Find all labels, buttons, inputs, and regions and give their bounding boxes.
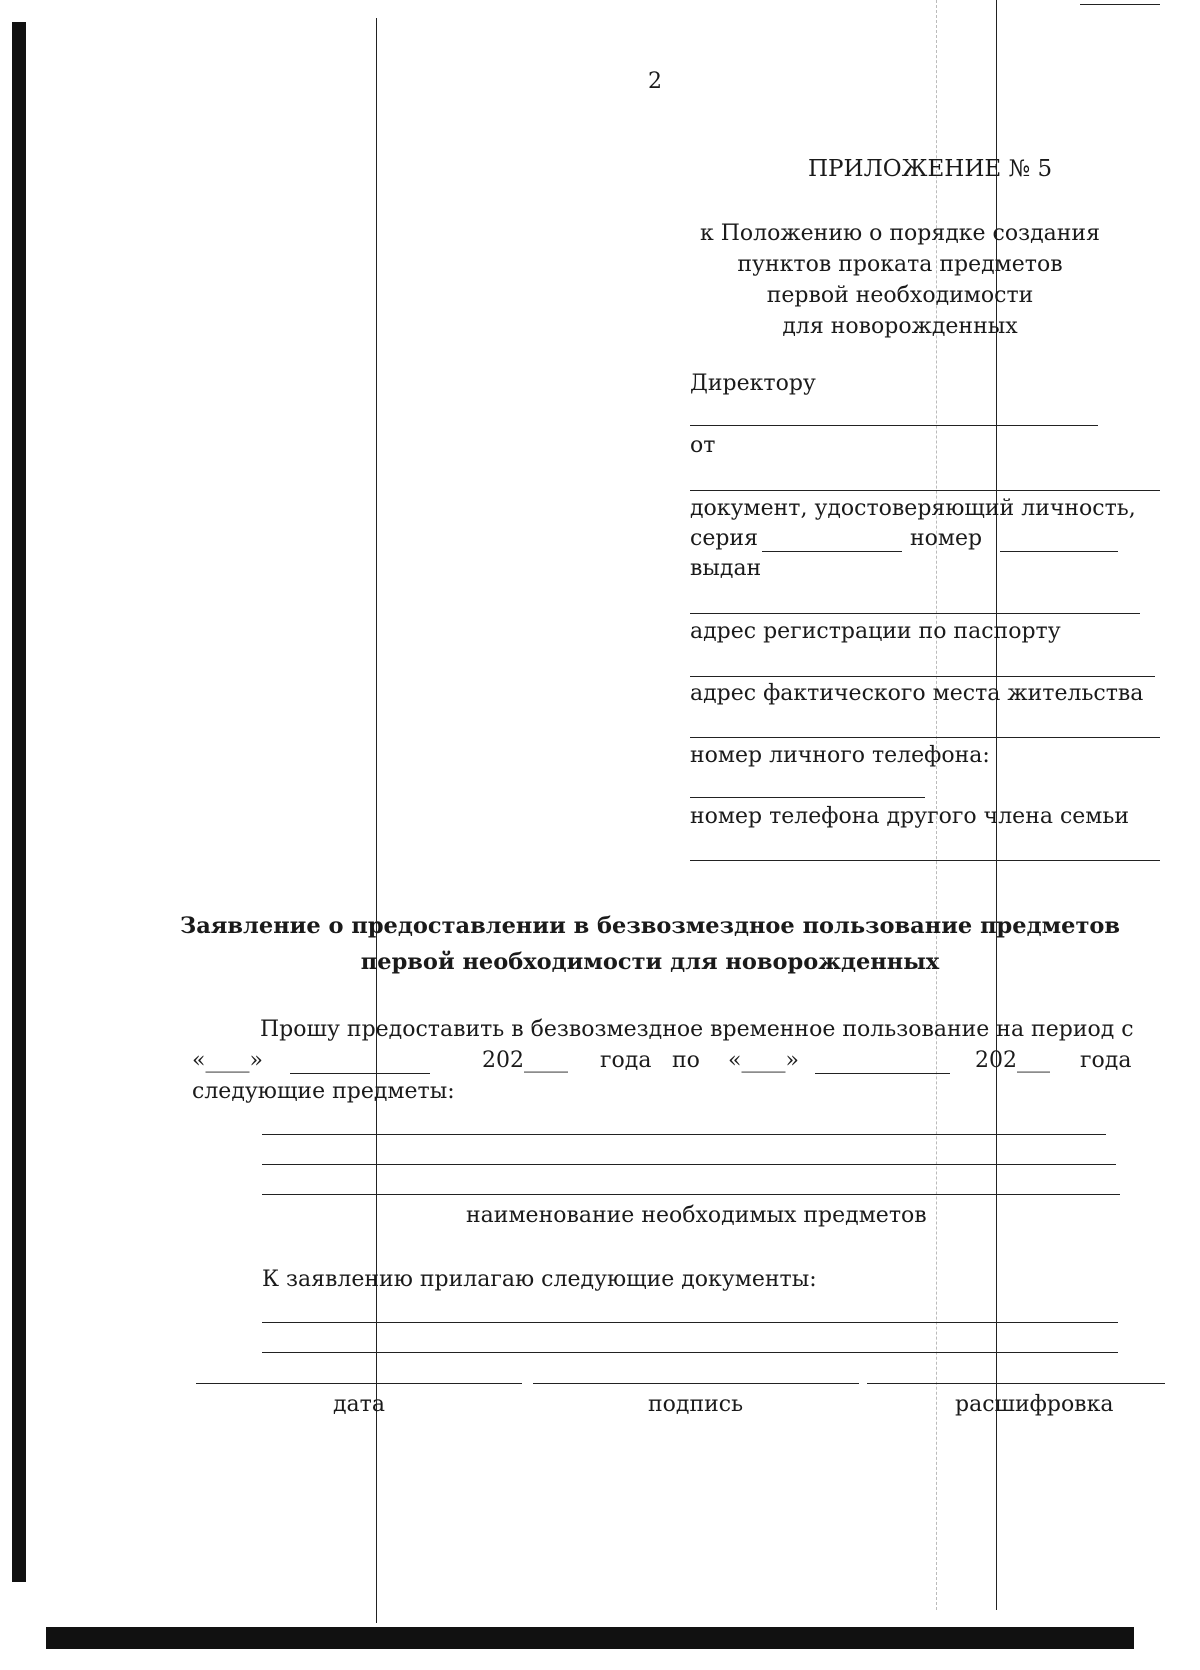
statement-title-line2: первой необходимости для новорожденных [360, 949, 940, 975]
actual-address-field[interactable] [690, 737, 1160, 738]
appendix-subtitle-line: первой необходимости [766, 283, 1034, 308]
page-number: 2 [648, 69, 662, 94]
year-word-2: года [1080, 1048, 1132, 1073]
attachments-field-line[interactable] [262, 1322, 1118, 1323]
appendix-subtitle-line: к Положению о порядке создания [700, 221, 1100, 246]
scan-corner-mark [1080, 4, 1160, 5]
decode-signature-field[interactable] [867, 1383, 1165, 1384]
actual-address-label: адрес фактического места жительства [690, 681, 1144, 706]
date-from-month-field[interactable] [290, 1073, 430, 1074]
attachments-field-line[interactable] [262, 1352, 1118, 1353]
from-label: от [690, 433, 716, 458]
family-phone-label: номер телефона другого члена семьи [690, 804, 1130, 829]
statement-body-line3: следующие предметы: [192, 1079, 455, 1104]
date-to-month-field[interactable] [815, 1073, 950, 1074]
by-word: по [672, 1048, 700, 1073]
to-director-label: Директору [690, 371, 816, 396]
year-word: года [600, 1048, 652, 1073]
statement-title-line1: Заявление о предоставлении в безвозмездное пользование предметов [179, 913, 1121, 939]
sign-caption: подпись [648, 1392, 744, 1417]
series-label: серия [690, 526, 758, 551]
family-phone-field[interactable] [690, 860, 1160, 861]
personal-phone-field[interactable] [690, 797, 925, 798]
reg-address-field[interactable] [690, 676, 1155, 677]
date-to-year-field[interactable]: 202___ [975, 1048, 1050, 1073]
decode-caption: расшифровка [955, 1392, 1114, 1417]
personal-phone-label: номер личного телефона: [690, 743, 990, 768]
director-name-field[interactable] [690, 425, 1098, 426]
appendix-subtitle-line: для новорожденных [782, 314, 1018, 339]
statement-body-line1: Прошу предоставить в безвозмездное временное пользование на период с [260, 1017, 1134, 1042]
attachments-label: К заявлению прилагаю следующие документы: [262, 1267, 817, 1292]
date-from-day-field[interactable]: «____» [192, 1048, 263, 1073]
appendix-title: ПРИЛОЖЕНИЕ № 5 [808, 156, 1053, 182]
date-to-day-field[interactable]: «____» [728, 1048, 799, 1073]
appendix-subtitle-line: пунктов проката предметов [737, 252, 1063, 277]
applicant-name-field[interactable] [690, 490, 1160, 491]
appendix-subtitle [690, 218, 1110, 342]
number-label: номер [910, 526, 983, 551]
sign-signature-field[interactable] [533, 1383, 859, 1384]
issued-label: выдан [690, 556, 762, 581]
id-document-label: документ, удостоверяющий личность, [690, 496, 1136, 521]
date-from-year-field[interactable]: 202____ [482, 1048, 568, 1073]
items-field-line[interactable] [262, 1134, 1106, 1135]
scan-edge-left [12, 22, 26, 1582]
items-field-line[interactable] [262, 1194, 1120, 1195]
series-field[interactable] [762, 551, 902, 552]
scan-edge-bottom [46, 1627, 1134, 1649]
date-caption: дата [333, 1392, 385, 1417]
date-signature-field[interactable] [196, 1383, 522, 1384]
issued-field[interactable] [690, 613, 1140, 614]
items-field-line[interactable] [262, 1164, 1116, 1165]
reg-address-label: адрес регистрации по паспорту [690, 619, 1061, 644]
items-caption: наименование необходимых предметов [466, 1203, 927, 1228]
number-field[interactable] [1000, 551, 1118, 552]
